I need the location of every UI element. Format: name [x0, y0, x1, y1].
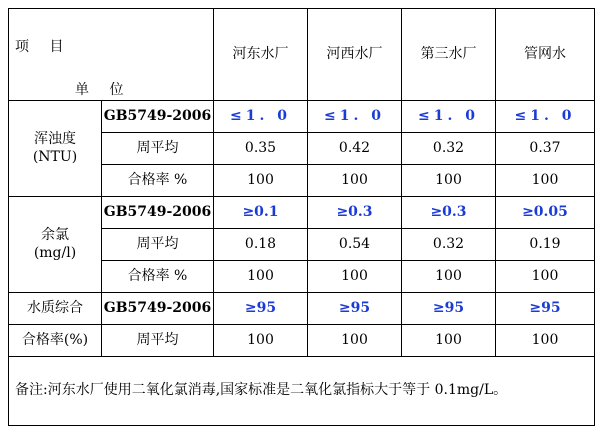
chlorine-limit-hedong: ≥0.1	[214, 197, 308, 229]
chlorine-name: 余氯	[41, 227, 69, 243]
quality-name-line2: 合格率(%)	[9, 325, 102, 357]
turbidity-avg-third: 0.32	[402, 133, 496, 165]
turbidity-avg-hexi: 0.42	[308, 133, 402, 165]
note-text: 备注:河东水厂使用二氧化氯消毒,国家标准是二氧化氯指标大于等于 0.1mg/L。	[9, 357, 595, 426]
quality-name-line1: 水质综合	[9, 293, 102, 325]
quality-limit-network: ≥95	[496, 293, 595, 325]
quality-avg-hedong: 100	[214, 325, 308, 357]
water-quality-table	[8, 8, 595, 426]
quality-avg-hexi: 100	[308, 325, 402, 357]
chlorine-param-cell	[9, 197, 102, 293]
plant-header-hexi: 河西水厂	[308, 9, 402, 101]
chlorine-limit-third: ≥0.3	[402, 197, 496, 229]
quality-limit-hexi: ≥95	[308, 293, 402, 325]
turbidity-pass-network: 100	[496, 165, 595, 197]
chlorine-limit-hexi: ≥0.3	[308, 197, 402, 229]
chlorine-pass-label: 合格率 %	[102, 261, 214, 293]
item-label: 项 目	[15, 39, 72, 55]
chlorine-avg-network: 0.19	[496, 229, 595, 261]
table-row	[9, 325, 595, 357]
note-row	[9, 357, 595, 426]
quality-avg-third: 100	[402, 325, 496, 357]
turbidity-standard-label: GB5749-2006	[102, 101, 214, 133]
chlorine-avg-label: 周平均	[102, 229, 214, 261]
turbidity-pass-hexi: 100	[308, 165, 402, 197]
quality-standard-label: GB5749-2006	[102, 293, 214, 325]
quality-avg-label: 周平均	[102, 325, 214, 357]
quality-limit-third: ≥95	[402, 293, 496, 325]
table-row	[9, 293, 595, 325]
plant-header-third: 第三水厂	[402, 9, 496, 101]
turbidity-pass-hedong: 100	[214, 165, 308, 197]
table-row	[9, 197, 595, 229]
table-header-row	[9, 9, 595, 101]
chlorine-pass-network: 100	[496, 261, 595, 293]
unit-label: 单 位	[75, 82, 132, 98]
chlorine-avg-hexi: 0.54	[308, 229, 402, 261]
turbidity-unit: (NTU)	[32, 148, 78, 165]
turbidity-limit-hedong: ≤1. 0	[214, 101, 308, 133]
turbidity-avg-hedong: 0.35	[214, 133, 308, 165]
chlorine-unit: (mg/l)	[33, 244, 77, 261]
chlorine-standard-label: GB5749-2006	[102, 197, 214, 229]
quality-limit-hedong: ≥95	[214, 293, 308, 325]
turbidity-name: 浑浊度	[34, 131, 76, 147]
chlorine-pass-third: 100	[402, 261, 496, 293]
chlorine-pass-hedong: 100	[214, 261, 308, 293]
turbidity-limit-hexi: ≤1. 0	[308, 101, 402, 133]
quality-avg-network: 100	[496, 325, 595, 357]
turbidity-avg-label: 周平均	[102, 133, 214, 165]
turbidity-limit-third: ≤1. 0	[402, 101, 496, 133]
table-row	[9, 101, 595, 133]
chlorine-avg-third: 0.32	[402, 229, 496, 261]
turbidity-pass-third: 100	[402, 165, 496, 197]
turbidity-param-cell	[9, 101, 102, 197]
turbidity-pass-label: 合格率 %	[102, 165, 214, 197]
chlorine-pass-hexi: 100	[308, 261, 402, 293]
plant-header-network: 管网水	[496, 9, 595, 101]
header-corner-cell	[9, 9, 214, 101]
plant-header-hedong: 河东水厂	[214, 9, 308, 101]
chlorine-limit-network: ≥0.05	[496, 197, 595, 229]
chlorine-avg-hedong: 0.18	[214, 229, 308, 261]
turbidity-limit-network: ≤1. 0	[496, 101, 595, 133]
turbidity-avg-network: 0.37	[496, 133, 595, 165]
